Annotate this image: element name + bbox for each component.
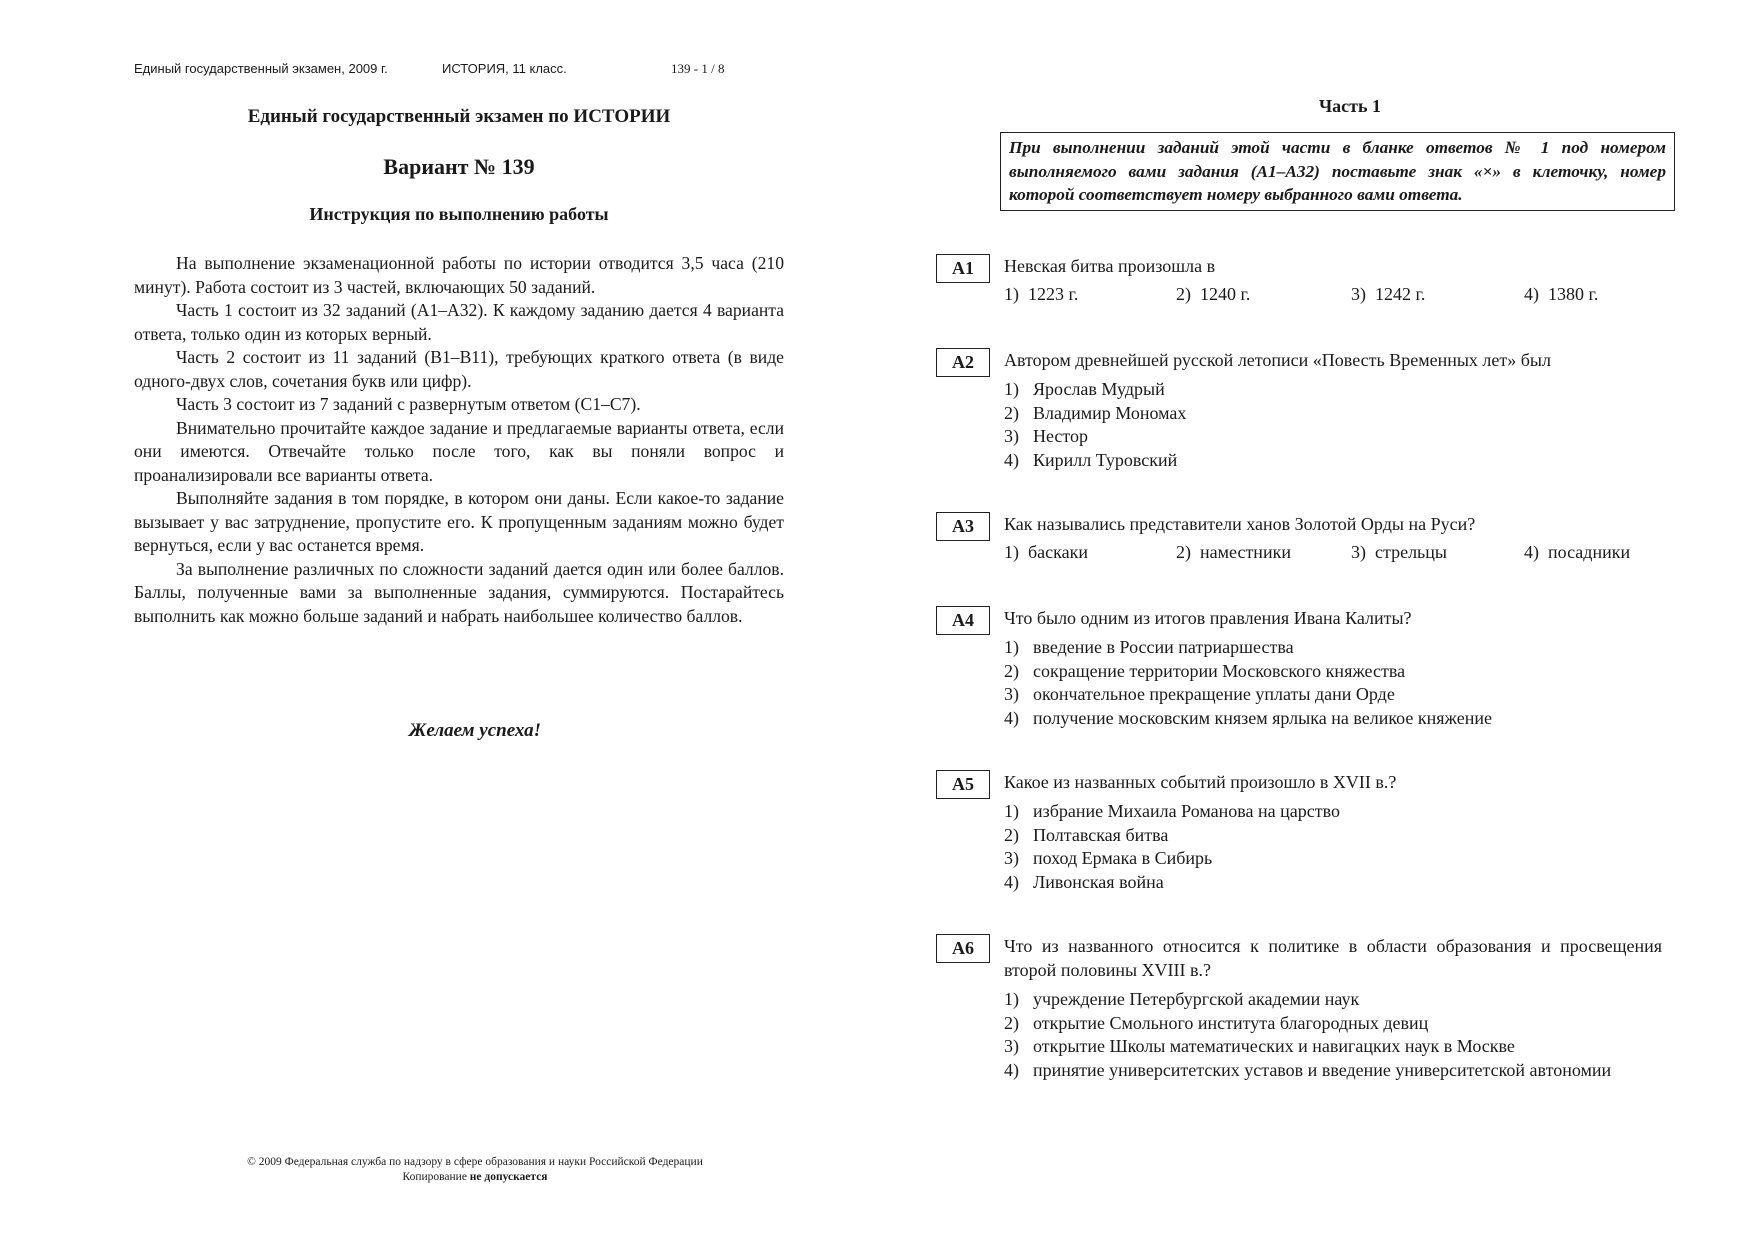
option-list [1004,800,1634,894]
instruction-paragraph: Внимательно прочитайте каждое задание и предлагаемые варианты ответа, если они имеются. Отвечайте только после того, как вы поняли вопрос и проанализировали все варианты ответа. [134,417,784,485]
option-number: 3) [1004,848,1019,868]
option-text: стрельцы [1375,542,1447,562]
copyright-footer [134,1155,816,1185]
option-text: 1380 г. [1548,284,1599,304]
option-text: открытие Смольного института благородных девиц [1033,1012,1429,1033]
instruction-paragraph: За выполнение различных по сложности заданий дается один или более баллов. Баллы, полученные вами за выполненные задания, суммируются. Постарайтесь выполнить как можно больше заданий и набрать наибольшее количество баллов. [134,558,784,626]
option-number: 1) [1004,284,1019,304]
option-number: 4) [1004,1059,1019,1080]
instruction-title: Инструкция по выполнению работы [309,204,609,224]
option [1351,284,1425,305]
option-number: 3) [1351,542,1366,562]
option-number: 2) [1004,824,1019,845]
option-number: 2) [1004,402,1019,423]
question-label: А5 [936,770,990,799]
option [1176,542,1291,563]
option [1004,871,1634,895]
option-number: 1) [1004,379,1019,399]
part-instruction-box: При выполнении заданий этой части в бланке ответов № 1 под номером выполняемого вами задания (А1–А32) поставьте знак «×» в клеточку, номер которой соответствует номеру выбранного вами ответа. [1000,132,1675,211]
option [1004,542,1088,563]
option-number: 4) [1524,542,1539,562]
option-number: 2) [1176,542,1191,562]
option [1004,402,1634,426]
option-number: 1) [1004,801,1019,821]
question-text: Какое из названных событий произошло в XVII в.? [1004,772,1397,792]
option-text: Полтавская битва [1033,824,1169,845]
option-number: 4) [1004,871,1019,892]
copying-notice-bold: не допускается [469,1171,548,1183]
option-text: баскаки [1028,542,1088,562]
option-number: 2) [1004,1012,1019,1033]
instruction-paragraph: Часть 1 состоит из 32 заданий (А1–А32). К каждому заданию дается 4 варианта ответа, только один из которых верный. [134,300,784,344]
option-text: наместники [1200,542,1291,562]
option-number: 1) [1004,637,1019,657]
option-text: введение в России патриаршества [1033,637,1294,657]
option-number: 2) [1176,284,1191,304]
option-number: 4) [1004,707,1019,728]
option [1004,1059,1634,1083]
option-text: Нестор [1033,426,1089,446]
option [1351,542,1447,563]
option-number: 4) [1524,284,1539,304]
option-list [1004,636,1634,730]
option-text: окончательное прекращение уплаты дани Орде [1033,684,1395,704]
option-number: 3) [1004,1036,1019,1056]
option [1004,660,1634,684]
option [1004,378,1634,402]
option [1524,542,1630,563]
option-text: Владимир Мономах [1033,402,1187,423]
option-text: избрание Михаила Романова на царство [1033,801,1340,821]
option [1004,707,1634,731]
option-number: 3) [1351,284,1366,304]
option-text: принятие университетских уставов и введение университетской автономии [1033,1059,1612,1080]
question-text: Невская битва произошла в [1004,256,1216,276]
option-number: 1) [1004,542,1019,562]
option-number: 2) [1004,660,1019,681]
question-label: А2 [936,348,990,377]
option [1004,449,1634,473]
option-text: 1240 г. [1200,284,1251,304]
option [1004,683,1634,707]
option-text: 1242 г. [1375,284,1426,304]
question-label: А4 [936,606,990,635]
option-text: Ярослав Мудрый [1033,379,1165,399]
option-text: Ливонская война [1033,871,1164,892]
option-text: сокращение территории Московского княжества [1033,660,1406,681]
header-exam: Единый государственный экзамен, 2009 г. [134,61,388,76]
exam-title: Единый государственный экзамен по ИСТОРИИ [247,106,671,127]
option [1524,284,1598,305]
option-list [1004,378,1634,472]
question-text: Автором древнейшей русской летописи «Повесть Временных лет» был [1004,350,1552,370]
question-label: А3 [936,512,990,541]
variant-title: Вариант № 139 [383,154,535,179]
option [1004,847,1634,871]
option-text: учреждение Петербургской академии наук [1033,989,1360,1009]
option [1004,425,1634,449]
option [1004,800,1634,824]
option [1176,284,1250,305]
option [1004,988,1634,1012]
question-text: Как назывались представители ханов Золотой Орды на Руси? [1004,514,1476,534]
option [1004,636,1634,660]
option-text: Кирилл Туровский [1033,449,1178,470]
option-number: 4) [1004,449,1019,470]
question-label: А1 [936,254,990,283]
instruction-paragraph: Часть 2 состоит из 11 заданий (В1–В11), требующих краткого ответа (в виде одного-двух слов, сочетания букв или цифр). [134,347,784,391]
option-number: 1) [1004,989,1019,1009]
option-number: 3) [1004,684,1019,704]
option-text: получение московским князем ярлыка на великое княжение [1033,707,1492,728]
question-text: Что было одним из итогов правления Ивана Калиты? [1004,608,1412,628]
option-text: открытие Школы математических и навигацких наук в Москве [1033,1036,1515,1056]
copying-notice [134,1170,816,1185]
copying-notice-prefix: Копирование [402,1171,470,1183]
header-subject: ИСТОРИЯ, 11 класс. [442,61,567,76]
question-text: Что из названного относится к политике в области образования и просвещения второй половины XVIII в.? [1004,936,1662,980]
instruction-text [134,252,784,628]
option-list [1004,988,1634,1082]
option [1004,1012,1634,1036]
option-row [1004,542,1684,566]
option [1004,284,1078,305]
option-text: посадники [1548,542,1631,562]
part-title: Часть 1 [1318,96,1382,116]
option-number: 3) [1004,426,1019,446]
option-text: поход Ермака в Сибирь [1033,848,1213,868]
instruction-paragraph: На выполнение экзаменационной работы по истории отводится 3,5 часа (210 минут). Работа состоит из 3 частей, включающих 50 заданий. [134,253,784,297]
question-label: А6 [936,934,990,963]
option [1004,1035,1634,1059]
instruction-paragraph: Выполняйте задания в том порядке, в котором они даны. Если какое-то задание вызывает у вас затруднение, пропустите его. К пропущенным заданиям можно будет вернуться, если у вас останется время. [134,488,784,555]
header-page: 139 - 1 / 8 [671,61,725,76]
option-text: 1223 г. [1028,284,1079,304]
option [1004,824,1634,848]
good-luck-text: Желаем успеха! [408,720,542,741]
option-row [1004,284,1684,308]
copyright-line: © 2009 Федеральная служба по надзору в сфере образования и науки Российской Федерации [247,1156,703,1168]
instruction-paragraph: Часть 3 состоит из 7 заданий с развернутым ответом (С1–С7). [176,394,641,414]
